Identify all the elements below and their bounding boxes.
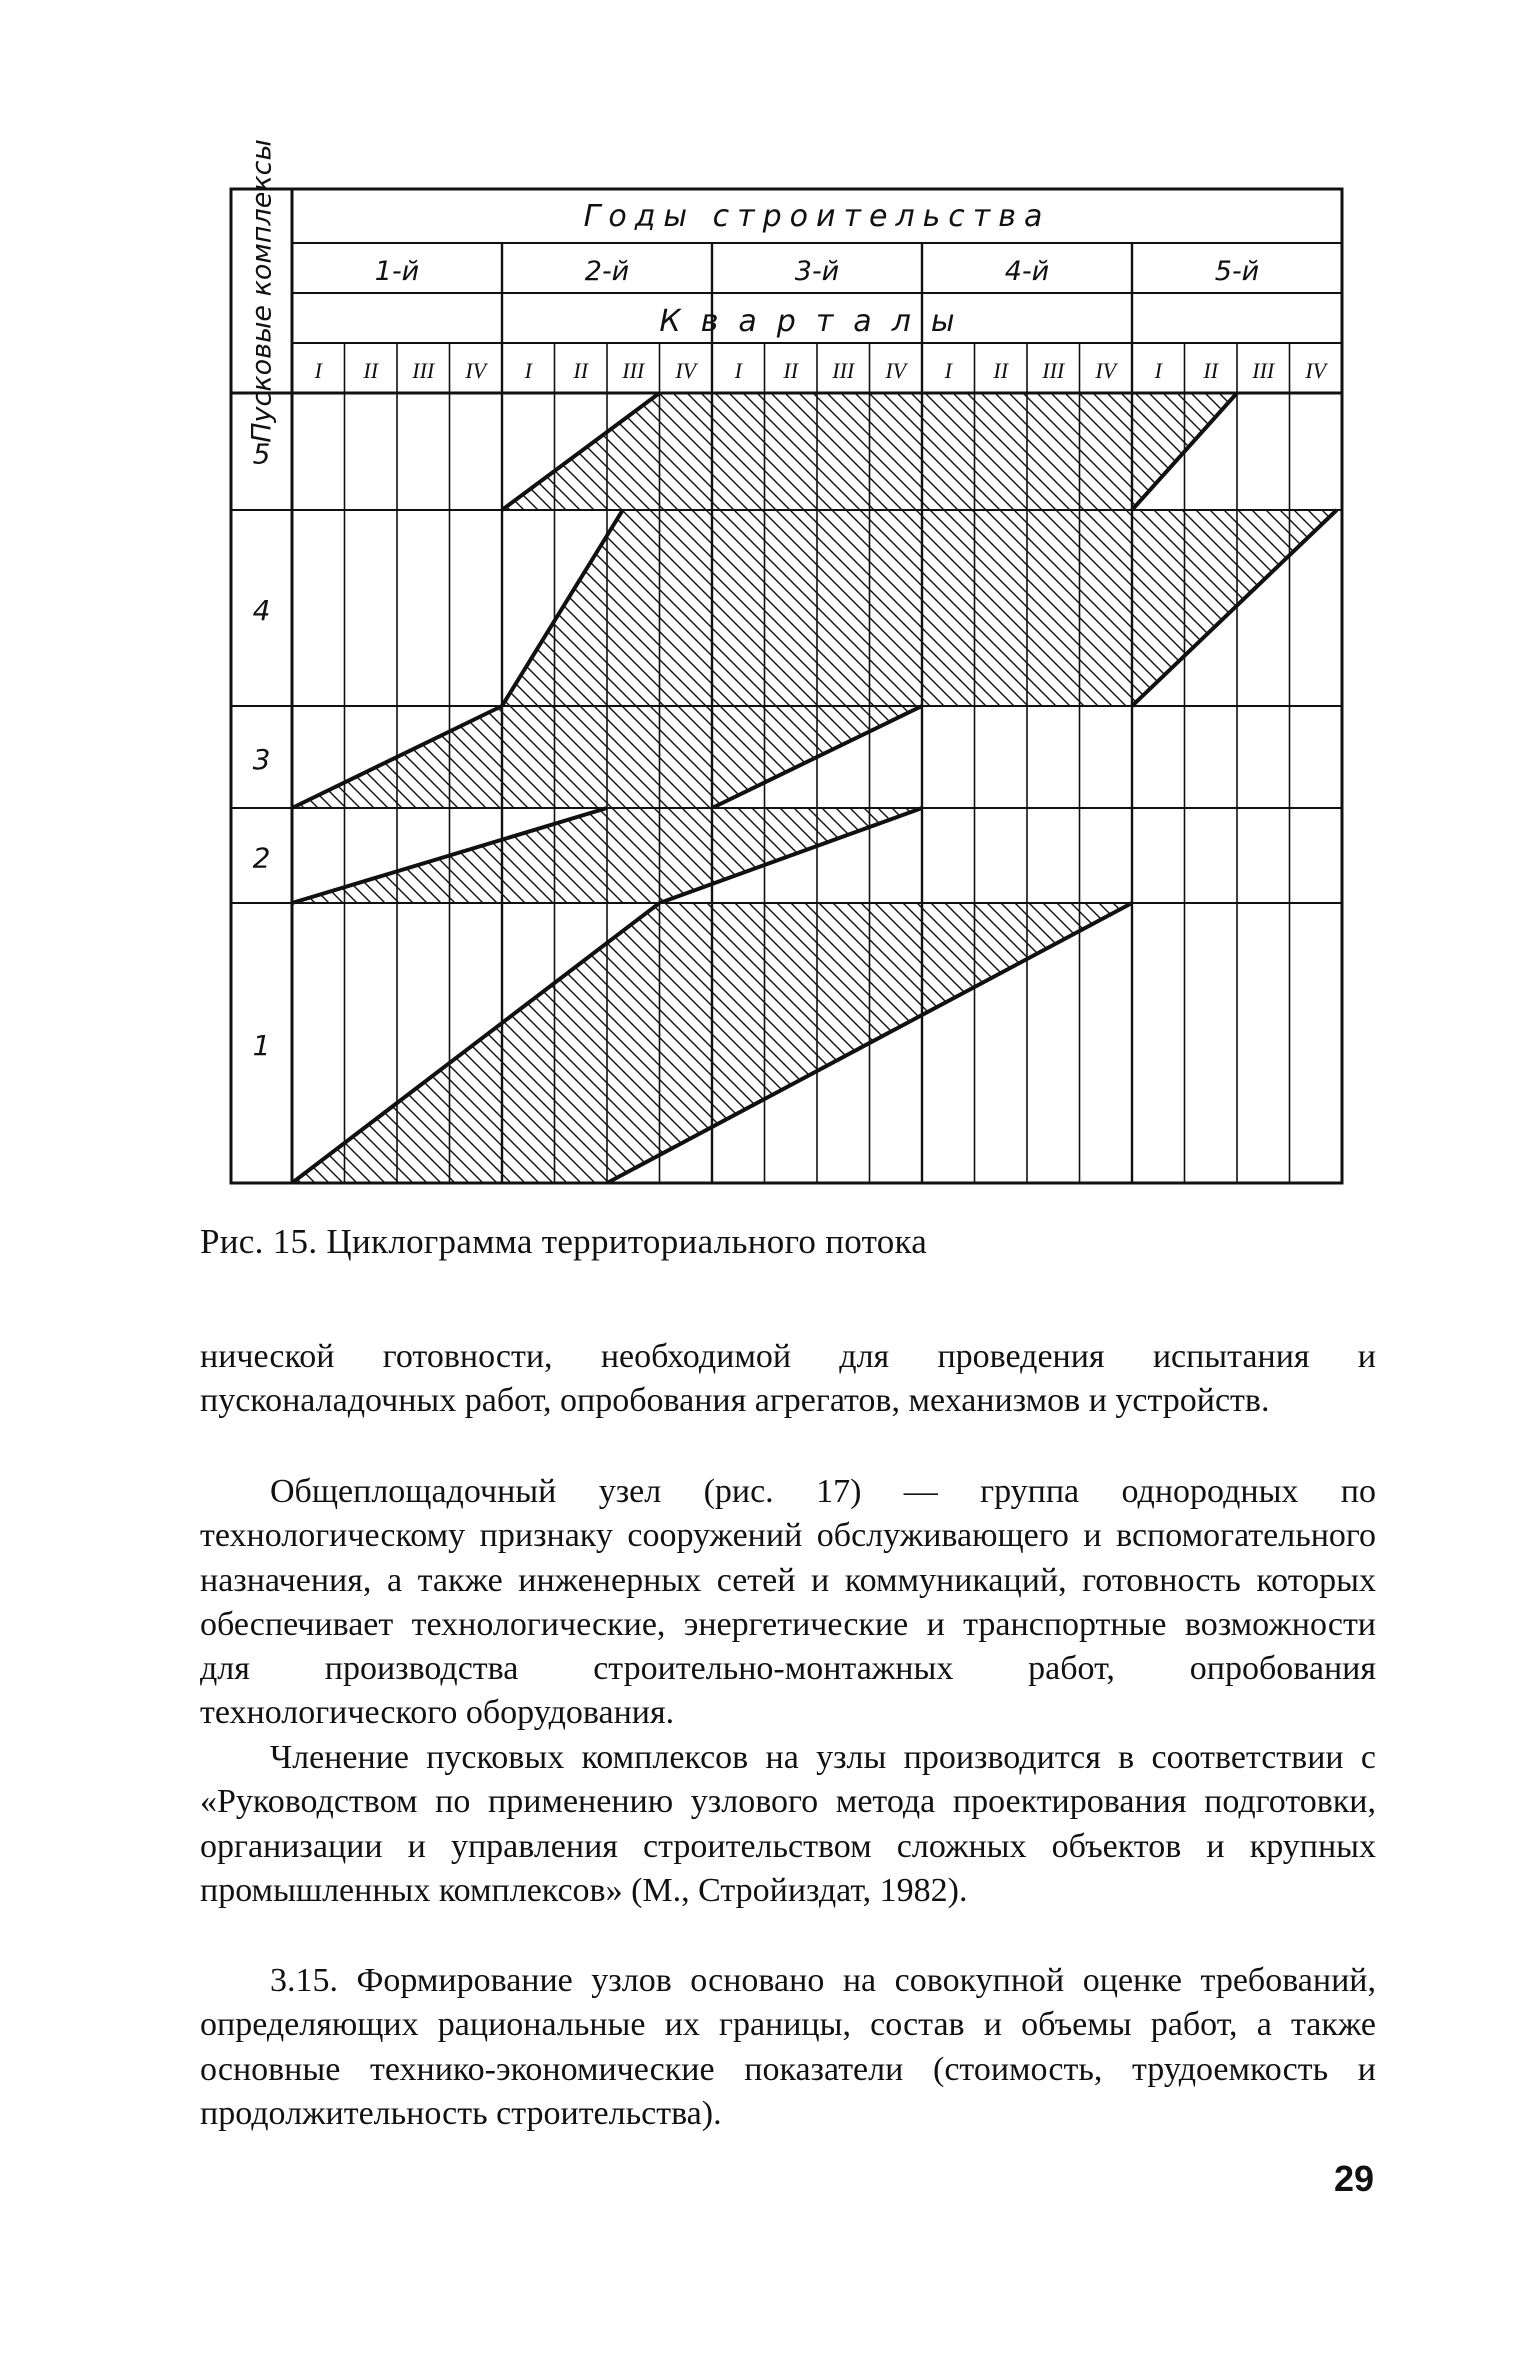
quarter-label-2: II bbox=[363, 358, 379, 383]
quarter-label-20: IV bbox=[1305, 358, 1327, 383]
year-label-5: 5-й bbox=[1214, 256, 1260, 287]
quarter-label-14: II bbox=[993, 358, 1009, 383]
year-label-1: 1-й bbox=[374, 256, 420, 287]
complex-label-2: 2 bbox=[252, 841, 271, 875]
hatched-band-4 bbox=[502, 510, 1337, 706]
complex-label-4: 4 bbox=[252, 594, 271, 627]
quarter-label-4: IV bbox=[465, 358, 487, 383]
year-label-4: 4-й bbox=[1004, 256, 1050, 287]
years-header: Годы строительства bbox=[583, 199, 1051, 234]
quarter-label-18: II bbox=[1203, 358, 1219, 383]
complex-label-1: 1 bbox=[252, 1029, 271, 1062]
figure-caption: Рис. 15. Циклограмма территориального потока bbox=[200, 1222, 928, 1261]
paragraph-4: 3.15. Формирование узлов основано на совокупной оценке требований, определяющих рациональные их границы, состав и объемы работ, а также основные технико-экономические показатели (стоимость, трудоемкость и продолжительность строительства). bbox=[200, 1962, 1376, 2132]
quarter-label-19: III bbox=[1252, 358, 1275, 383]
quarter-label-12: IV bbox=[885, 358, 907, 383]
quarter-label-11: III bbox=[832, 358, 855, 383]
quarter-label-17: I bbox=[1154, 358, 1162, 383]
quarter-label-1: I bbox=[314, 358, 322, 383]
paragraph-2: Общеплощадочный узел (рис. 17) — группа однородных по технологическому признаку сооружений обслуживающего и вспомогательного назначения, а также инженерных сетей и коммуникаций, готовность которых обеспечивает технологические, энергетические и транспортные возможности для производства строительно-монтажных работ, опробования технологического оборудования. bbox=[200, 1473, 1376, 1732]
paragraph-3: Членение пусковых комплексов на узлы производится в соответствии с «Руководством по применению узлового метода проектирования подготовки, организации и управления строительством сложных объектов и крупных промышленных комплексов» (М., Стройиздат, 1982). bbox=[200, 1739, 1376, 1909]
quarter-label-7: III bbox=[622, 358, 645, 383]
quarter-label-8: IV bbox=[675, 358, 697, 383]
quarter-label-16: IV bbox=[1095, 358, 1117, 383]
quarter-label-3: III bbox=[412, 358, 435, 383]
quarter-label-10: II bbox=[783, 358, 799, 383]
quarter-label-15: III bbox=[1042, 358, 1065, 383]
paragraph-1: нической готовности, необходимой для проведения испытания и пусконаладочных работ, опробования агрегатов, механизмов и устройств. bbox=[200, 1338, 1376, 1420]
page-number: 29 bbox=[1334, 2158, 1375, 2199]
quarter-label-9: I bbox=[734, 358, 742, 383]
quarter-label-6: II bbox=[573, 358, 589, 383]
quarter-label-5: I bbox=[524, 358, 532, 383]
complex-label-3: 3 bbox=[252, 743, 271, 776]
year-label-3: 3-й bbox=[794, 256, 840, 287]
complexes-header: Пусковые комплексы bbox=[246, 139, 278, 443]
year-label-2: 2-й bbox=[584, 256, 630, 287]
complex-label-5: 5 bbox=[252, 437, 271, 471]
quarter-label-13: I bbox=[944, 358, 952, 383]
quarters-header: Кварталы bbox=[659, 304, 975, 339]
